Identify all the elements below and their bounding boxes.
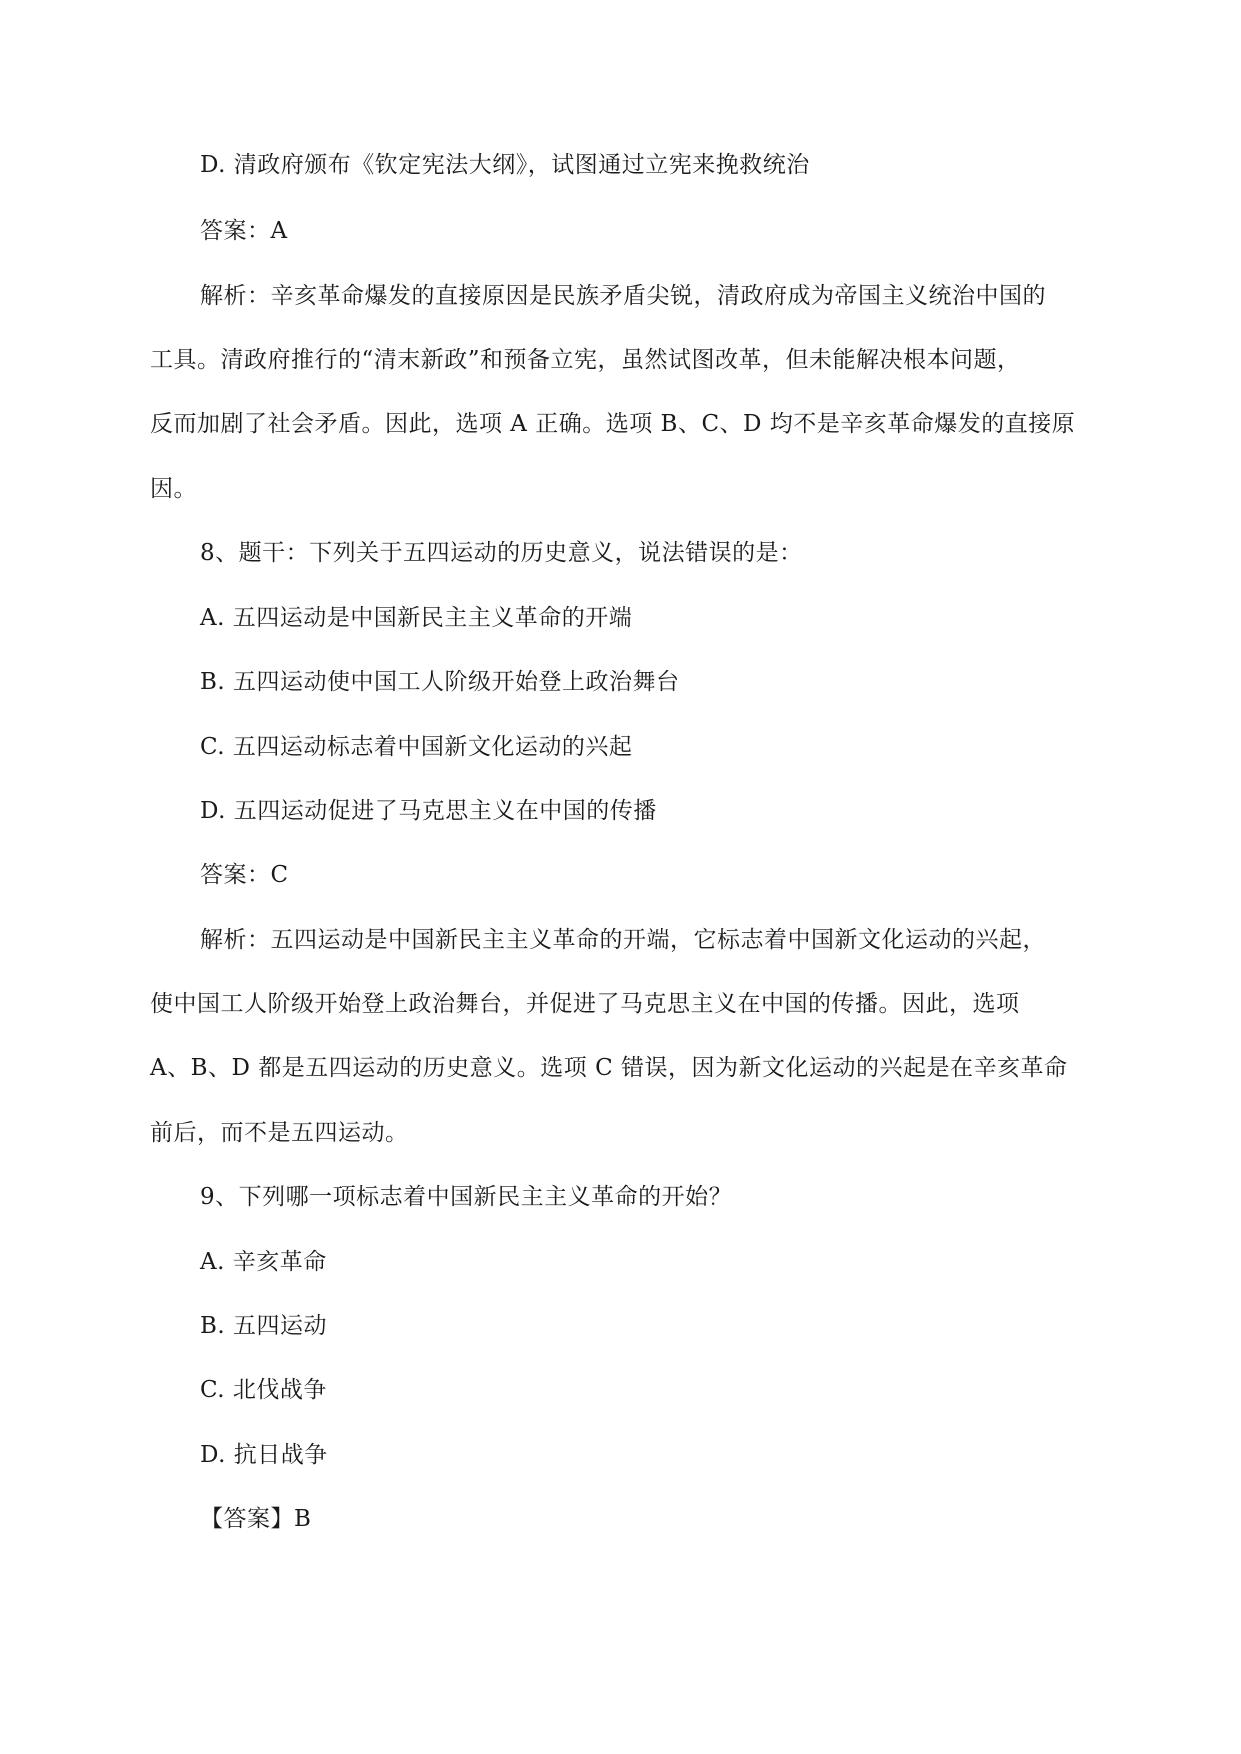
q8-answer: 答案：C (200, 862, 289, 888)
q7-option-d: D. 清政府颁布《钦定宪法大纲》，试图通过立宪来挽救统治 (200, 152, 810, 178)
q9-answer: 【答案】B (200, 1506, 312, 1532)
q9-stem: 9、下列哪一项标志着中国新民主主义革命的开始？ (200, 1184, 733, 1210)
q7-analysis-line-3: 反而加剧了社会矛盾。因此，选项 A 正确。选项 B、C、D 均不是辛亥革命爆发的直接原 (150, 411, 1076, 437)
q9-option-b: B. 五四运动 (200, 1313, 328, 1339)
q7-answer: 答案：A (200, 218, 288, 244)
q7-analysis-line-1: 解析：辛亥革命爆发的直接原因是民族矛盾尖锐，清政府成为帝国主义统治中国的 (200, 283, 1046, 309)
q7-analysis-line-4: 因。 (150, 476, 197, 502)
q9-option-d: D. 抗日战争 (200, 1442, 328, 1468)
q8-analysis-line-2: 使中国工人阶级开始登上政治舞台，并促进了马克思主义在中国的传播。因此，选项 (150, 991, 1020, 1017)
q8-option-a: A. 五四运动是中国新民主主义革命的开端 (200, 605, 633, 631)
q8-option-d: D. 五四运动促进了马克思主义在中国的传播 (200, 798, 657, 824)
q8-analysis-line-3: A、B、D 都是五四运动的历史意义。选项 C 错误，因为新文化运动的兴起是在辛亥革命 (150, 1055, 1068, 1081)
q7-analysis-line-2: 工具。清政府推行的“清末新政”和预备立宪，虽然试图改革，但未能解决根本问题， (150, 347, 1021, 373)
q8-option-c: C. 五四运动标志着中国新文化运动的兴起 (200, 734, 633, 760)
q8-analysis-line-4: 前后，而不是五四运动。 (150, 1120, 409, 1146)
q9-option-a: A. 辛亥革命 (200, 1249, 327, 1275)
q9-option-c: C. 北伐战争 (200, 1377, 327, 1403)
q8-analysis-line-1: 解析：五四运动是中国新民主主义革命的开端，它标志着中国新文化运动的兴起， (200, 927, 1046, 953)
q8-option-b: B. 五四运动使中国工人阶级开始登上政治舞台 (200, 669, 680, 695)
q8-stem: 8、题干：下列关于五四运动的历史意义，说法错误的是： (200, 540, 803, 566)
